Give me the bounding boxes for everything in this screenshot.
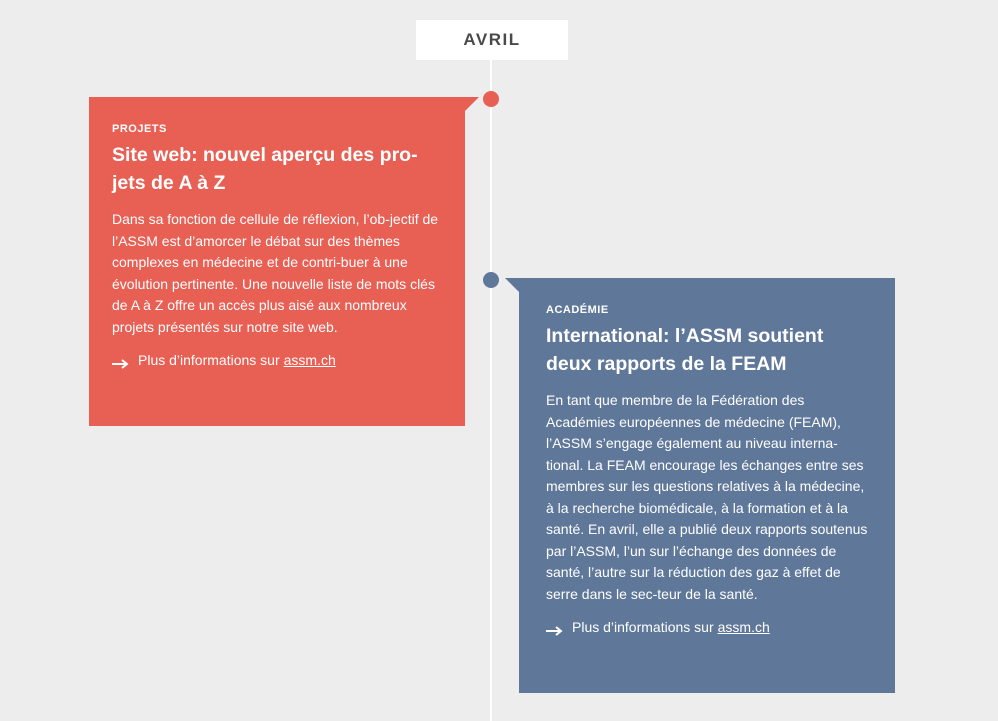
card-title: International: l’ASSM soutient deux rapports de la FEAM (546, 325, 824, 375)
card-body: En tant que membre de la Fédération des Académies européennes de médecine (FEAM), l’ASSM s’engage également au niveau interna-tional. La FEAM encourage les échanges entre ses membres sur les questions relatives à la médecine, à la recherche biomédicale, à la formation et à la santé. En avril, elle a publié deux rapports soutenus par l’ASSM, l’un sur l’échange des données de santé, l’autre sur la réduction des gaz à effet de serre dans le sec-teur de la santé. (546, 392, 868, 602)
card-pointer (465, 97, 479, 111)
card-category: ACADÉMIE (546, 304, 609, 316)
timeline-line (490, 60, 492, 721)
card-category: PROJETS (112, 123, 167, 135)
month-label: AVRIL (463, 30, 521, 49)
more-info-link[interactable]: assm.ch (717, 619, 770, 635)
more-info (546, 617, 873, 638)
more-info-prefix: Plus d’informations sur (138, 352, 280, 368)
timeline-card-academie (519, 278, 895, 693)
timeline-dot-icon (483, 272, 499, 288)
more-info-prefix: Plus d’informations sur (572, 619, 714, 635)
card-body: Dans sa fonction de cellule de réflexion, l’ob-jectif de l’ASSM est d’amorcer le débat sur des thèmes complexes en médecine et de contri-buer à une évolution pertinente. Une nouvelle liste de mots clés de A à Z offre un accès plus aisé aux nombreux projets présentés sur notre site web. (112, 211, 439, 335)
card-pointer (505, 278, 519, 292)
card-title: Site web: nouvel aperçu des pro-jets de A à Z (112, 144, 418, 194)
month-badge (416, 20, 568, 60)
timeline-card-projets (89, 97, 465, 426)
timeline-dot-icon (483, 91, 499, 107)
arrow-right-icon (112, 355, 130, 367)
arrow-right-icon (546, 622, 564, 634)
more-info-link[interactable]: assm.ch (283, 352, 336, 368)
more-info (112, 350, 443, 371)
